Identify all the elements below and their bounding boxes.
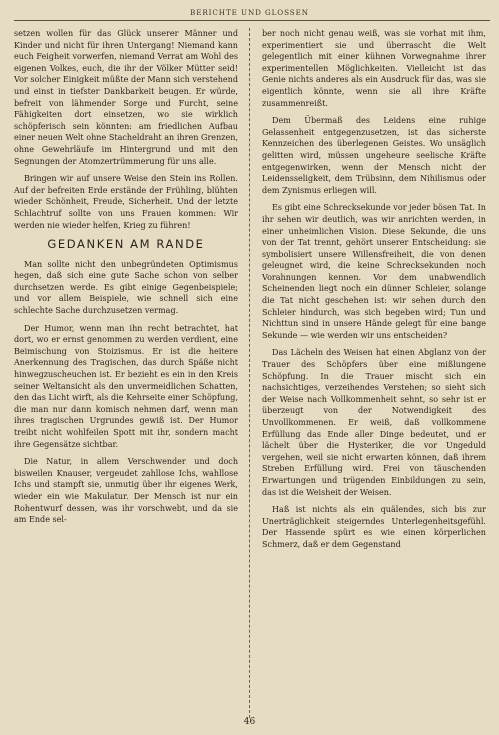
header-rule — [14, 20, 490, 21]
paragraph: Man sollte nicht den unbegründeten Optimismus hegen, daß sich eine gute Sache schon von selber durchsetzen werde. Es gibt einige Gegenbeispiele; und vor allem Beispiele, wie schnell sich eine schlechte Sache durchzusetzen vermag. — [14, 259, 238, 316]
right-column — [262, 28, 486, 557]
page-number: 46 — [243, 717, 256, 727]
paragraph: Das Lächeln des Weisen hat einen Abglanz von der Trauer des Schöpfers über eine mißlungene Schöpfung. In die Trauer mischt sich ein nachsichtiges, verzeihendes Verstehen; so sieht sich der Weise nach Vollkommenheit sehnt, so sehr ist er überzeugt von der Notwendigkeit des Unvollkommenen. Er weiß, daß vollkommene Erfüllung das Ende aller Dinge bedeutet, und er lächelt über die Hysteriker, die vor Ungeduld vergehen, weil sie nicht erwarten können, daß ihrem Streben Erfüllung wird. Frei von täuschenden Erwartungen und trügenden Einbildungen zu sein, das ist die Weisheit der Weisen. — [262, 348, 486, 497]
paragraph: ber noch nicht genau weiß, was sie vorhat mit ihm, experimentiert sie und überrascht die Welt gelegentlich mit einer kühnen Vorwegnahme ihrer experimentellen Möglichkeiten. Vielleicht ist das Genie nichts anderes als ein Ausdruck für das, was sie eigentlich könnte, wenn sie all ihre Kräfte zusammenreißt. — [262, 29, 486, 108]
column-divider — [249, 28, 250, 718]
running-head: BERICHTE UND GLOSSEN — [190, 8, 309, 17]
paragraph: setzen wollen für das Glück unserer Männer und Kinder und nicht für ihren Untergang! Niemand kann euch Feigheit vorwerfen, niemand Verrat am Wohl des eigenen Volkes, euch, die ihr der Völker Mütter seid! Vor solcher Einigkeit müßte der Mann sich verstehend und einst in tiefster Dankbarkeit beugen. Er würde, befreit von lähmender Sorge und Furcht, seine Fähigkeiten dort einsetzen, wo sie wirklich schöpferisch sein könnten: am friedlichen Aufbau einer neuen Welt ohne Stacheldraht an ihren Grenzen, ohne Gewehrläufe im Hintergrund und mit den Segnungen der Atomzertrümmerung für uns alle. — [14, 29, 238, 166]
paragraph: Die Natur, in allem Verschwender und doch bisweilen Knauser, vergeudet zahllose Ichs, wahllose Ichs und stampft sie, unmutig über ihr eigenes Werk, wieder ein wie Makulatur. Der Mensch ist nur ein Rohentwurf dessen, was ihr vorschwebt, und da sie am Ende sel- — [14, 457, 238, 525]
paragraph: Bringen wir auf unsere Weise den Stein ins Rollen. Auf der befreiten Erde erstände der Frühling, blühten wieder Schönheit, Freude, Sicherheit. Und der letzte Schlachtruf sollte von uns Frauen kommen: Wir werden nie wieder helfen, Krieg zu führen! — [14, 174, 238, 230]
paragraph: Dem Übermaß des Leidens eine ruhige Gelassenheit entgegenzusetzen, ist das sicherste Kennzeichen des überlegenen Geistes. Wo unsäglich gelitten wird, müssen ungeheure seelische Kräfte entgegenwirken, wenn der Mensch nicht der Leidensseligkeit, dem Trübsinn, dem Nihilismus oder dem Zynismus erliegen will. — [262, 116, 486, 195]
left-column — [14, 28, 238, 532]
paragraph: Es gibt eine Schrecksekunde vor jeder bösen Tat. In ihr sehen wir deutlich, was wir anrichten werden, in einer unheimlichen Vision. Diese Sekunde, die uns von der Tat trennt, gehört unserer Entscheidung: sie symbolisiert unsere Willensfreiheit, die von denen geleugnet wird, die keine Schrecksekunden noch Vorahnungen kennen. Vor dem unabwendlich Scheinenden liegt noch ein dünner Schleier, solange die Tat nicht geschehen ist: wir sehen durch den Schleier hindurch, was sich begeben wird; Tun und Nichttun sind in unsere Hände gelegt für eine bange Sekunde — wie werden wir uns entscheiden? — [262, 203, 486, 340]
paragraph: Haß ist nichts als ein quälendes, sich bis zur Unerträglichkeit steigerndes Unterlegenheitsgefühl. Der Hassende spürt es wie einen körperlichen Schmerz, daß er dem Gegenstand — [262, 505, 486, 549]
section-title: GEDANKEN AM RANDE — [47, 237, 205, 252]
paragraph: Der Humor, wenn man ihn recht betrachtet, hat dort, wo er ernst genommen zu werden verdient, eine Beimischung von Stoizismus. Er ist die heitere Anerkennung des Tragischen, das durch Späße nicht hinwegzuscheuchen ist. Er bezieht es ein in den Kreis seiner Weltansicht als den unvermeidlichen Schatten, den das Licht wirft, als die Kehrseite einer Schöpfung, die man nur dann komisch nehmen darf, wenn man ihres tragischen Urgrundes gewiß ist. Der Humor treibt nicht wohlfeilen Spott mit ihr, sondern macht ihre Gegensätze sichtbar. — [14, 323, 238, 449]
